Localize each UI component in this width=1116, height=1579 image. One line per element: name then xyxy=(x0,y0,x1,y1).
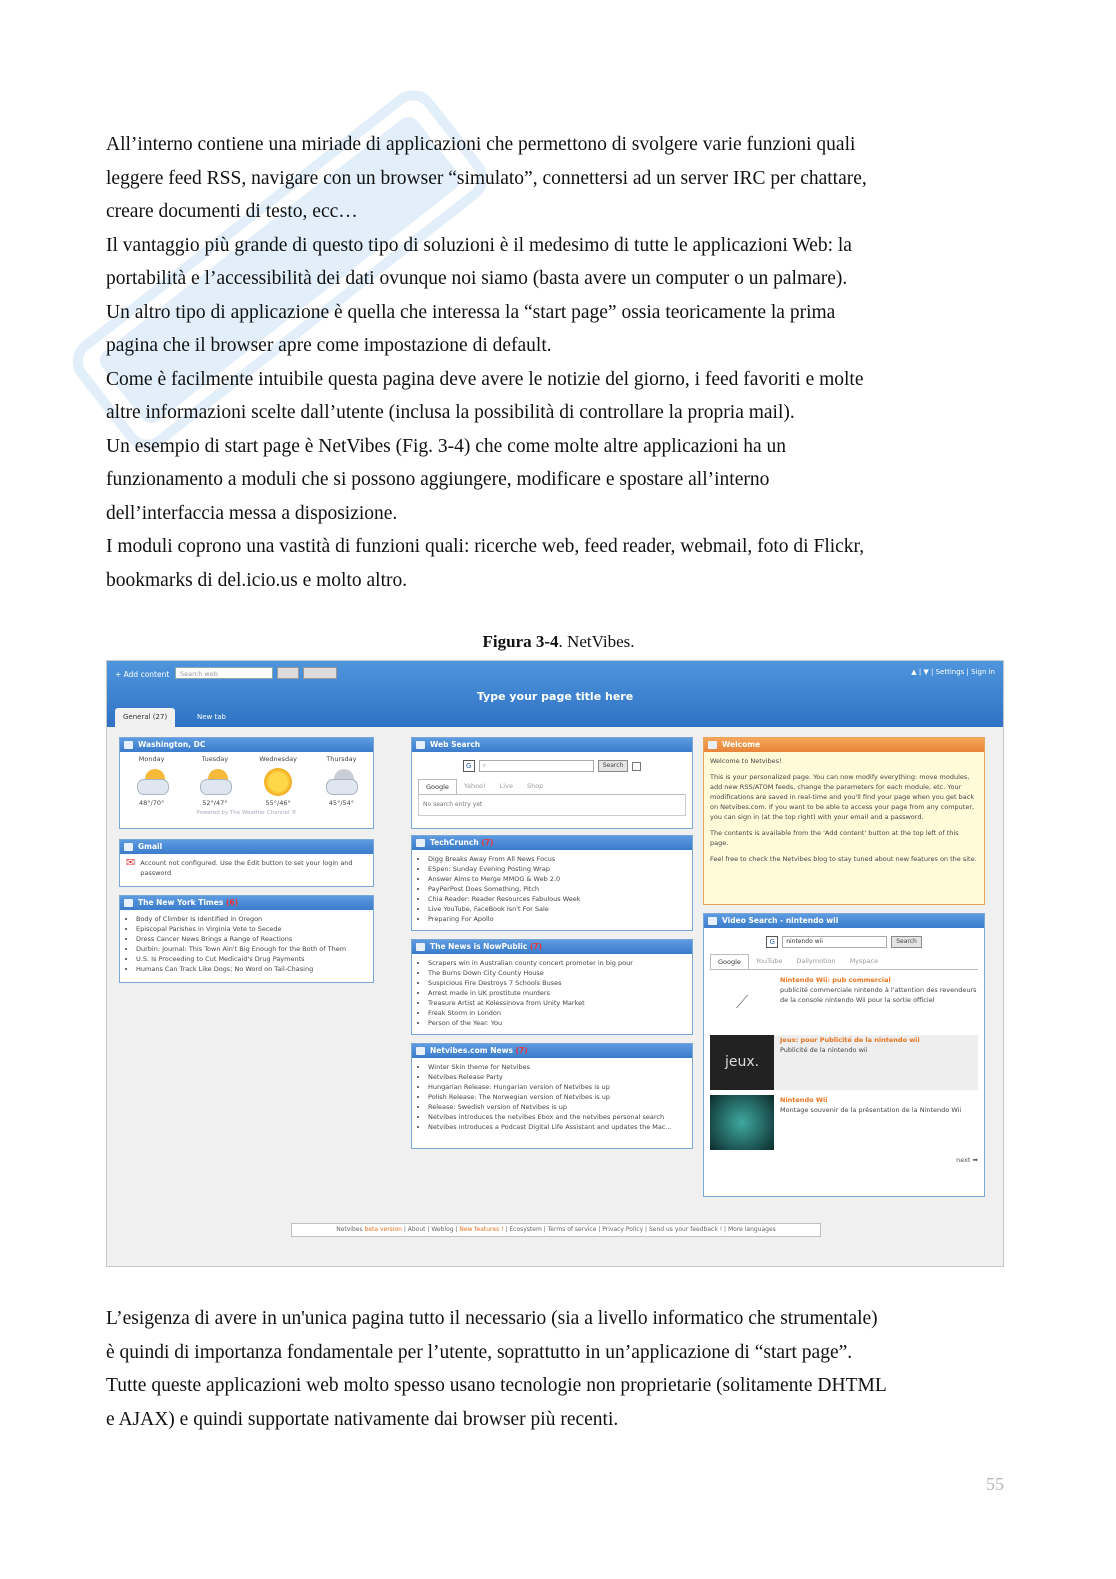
google-icon: G xyxy=(463,760,475,772)
top-right-links[interactable]: ▲ | ▼ | Settings | Sign in xyxy=(911,668,995,676)
tab-dailymotion[interactable]: Dailymotion xyxy=(796,957,836,965)
text-line: leggere feed RSS, navigare con un browser “simulato”, connettersi ad un server IRC per chattare, xyxy=(106,167,867,189)
feed-icon xyxy=(416,839,425,847)
video-result[interactable] xyxy=(710,1095,978,1150)
feed-icon xyxy=(416,1047,425,1055)
feed-icon xyxy=(124,899,133,907)
text-line: Il vantaggio più grande di questo tipo di soluzioni è il medesimo di tutte le applicazioni Web: la xyxy=(106,234,852,256)
body-text-top xyxy=(106,128,1011,597)
welcome-icon xyxy=(708,741,717,749)
text-line: altre informazioni scelte dall’utente (inclusa la possibilità di controllare la propria mail). xyxy=(106,402,795,423)
feed-item[interactable]: • Body of Climber Is Identified in Oregon xyxy=(136,914,367,924)
weather-day: Monday 48°/70° xyxy=(122,755,182,807)
feed-item[interactable]: • Preparing For Apollo xyxy=(428,914,686,924)
tab-general[interactable]: General (27) xyxy=(115,708,175,727)
techcrunch-module xyxy=(411,835,693,931)
gmail-message: Account not configured. Use the Edit button to set your login and password xyxy=(140,859,353,877)
video-result[interactable] xyxy=(710,1035,978,1090)
next-link[interactable]: next ➡ xyxy=(956,1156,978,1164)
nv-footer[interactable]: Netvibes beta version | About | Weblog | New features ! | Ecosystem | Terms of service | Privacy Policy | Send us your feedback ! | More languages xyxy=(291,1223,821,1237)
feed-item[interactable]: • Person of the Year: You xyxy=(428,1018,686,1028)
video-title[interactable]: Jeux: pour Publicité de la nintendo wii xyxy=(780,1036,920,1044)
partly-cloudy-icon xyxy=(324,769,358,795)
tab-new[interactable]: New tab xyxy=(197,713,226,721)
feed-item[interactable]: • Hungarian Release: Hungarian version of Netvibes is up xyxy=(428,1082,686,1092)
feed-item[interactable]: • Freak Storm in London xyxy=(428,1008,686,1018)
feed-item[interactable]: • Digg Breaks Away From All News Focus xyxy=(428,854,686,864)
tab-shop[interactable]: Shop xyxy=(526,782,544,790)
welcome-text: The contents is available from the 'Add content' button at the top left of this page. xyxy=(710,829,959,847)
weather-powered-by: Powered by The Weather Channel ® xyxy=(196,810,297,816)
feed-item[interactable]: • Durbin: Journal: This Town Ain't Big Enough for the Both of Them xyxy=(136,944,367,954)
weather-day: Tuesday 52°/47° xyxy=(185,755,245,807)
feed-item[interactable]: • Netvibes introduces the netvibes Ebox and the netvibes personal search xyxy=(428,1112,686,1122)
video-result[interactable] xyxy=(710,975,978,1030)
video-search-header[interactable]: Video Search - nintendo wii xyxy=(704,914,984,928)
websearch-checkbox[interactable] xyxy=(632,762,641,771)
video-search-button[interactable]: Search xyxy=(891,936,922,948)
body-text-bottom xyxy=(106,1302,1011,1436)
tab-yahoo[interactable]: Yahoo! xyxy=(463,782,486,790)
welcome-header[interactable]: Welcome xyxy=(704,738,984,752)
video-thumbnail[interactable] xyxy=(710,1095,774,1150)
tab-myspace[interactable]: Myspace xyxy=(849,957,879,965)
partly-cloudy-icon xyxy=(135,769,169,795)
feed-item[interactable]: • Treasure Artist at Kolessinova from Unity Market xyxy=(428,998,686,1008)
video-desc: publicité commerciale nintendo à l'attention des revendeurs de la console nintendo Wii pour la sortie officiel xyxy=(780,986,977,1004)
text-line: è quindi di importanza fondamentale per l’utente, soprattutto in un’applicazione di “start page”. xyxy=(106,1341,853,1363)
feed-item[interactable]: • Netvibes introduces a Podcast Digital Life Assistant and updates the Mac... xyxy=(428,1122,686,1132)
websearch-module xyxy=(411,737,693,829)
mail-icon: ✉ xyxy=(126,856,136,869)
video-title[interactable]: Nintendo Wii xyxy=(780,1096,828,1104)
netvibes-screenshot xyxy=(106,660,1004,1267)
video-desc: Publicité de la nintendo wii xyxy=(780,1046,868,1054)
text-line: bookmarks di del.icio.us e molto altro. xyxy=(106,569,408,591)
text-line: pagina che il browser apre come impostazione di default. xyxy=(106,335,552,356)
sun-icon xyxy=(264,768,292,796)
welcome-text: This is your personalized page. You can now modify everything: move modules, add new RSS/ATOM feeds, change the parameters for each module, etc. Your modifications are saved in real-time and you'll find your page when you get back on Netvibes.com. If you want to be able to access your page from any computer, you can sign in (at the top right) with your email and a password. xyxy=(710,773,975,821)
feed-item[interactable]: • Release: Swedish version of Netvibes is up xyxy=(428,1102,686,1112)
search-icon xyxy=(416,741,425,749)
websearch-results: No search entry yet xyxy=(418,795,686,816)
welcome-module xyxy=(703,737,985,905)
text-line: Tutte queste applicazioni web molto spesso usano tecnologie non proprietarie (solitamente DHTML xyxy=(106,1375,887,1396)
page-title[interactable]: Type your page title here xyxy=(476,690,634,703)
video-thumbnail[interactable]: jeux. xyxy=(710,1035,774,1090)
feed-item[interactable]: • Chia Reader: Reader Resources Fabulous Week xyxy=(428,894,686,904)
text-line: portabilità e l’accessibilità dei dati ovunque noi siamo (basta avere un computer o un palmare). xyxy=(106,268,848,289)
feed-item[interactable]: • Netvibes Release Party xyxy=(428,1072,686,1082)
newspublic-header[interactable]: The News is NowPublic (7) xyxy=(412,940,692,954)
caption-text: . NetVibes. xyxy=(558,632,635,651)
feed-item[interactable]: • Scrapers win in Australian county concert promoter in big pour xyxy=(428,958,686,968)
feed-item[interactable]: • PayPerPost Does Something, Pitch xyxy=(428,884,686,894)
feed-item[interactable]: • The Burns Down City County House xyxy=(428,968,686,978)
video-desc: Montage souvenir de la présentation de la Nintendo Wii xyxy=(780,1106,962,1114)
newspublic-module xyxy=(411,939,693,1035)
tab-google[interactable]: Google xyxy=(418,779,457,794)
weather-day: Thursday 45°/54° xyxy=(326,755,357,807)
text-line: Un altro tipo di applicazione è quella che interessa la “start page” ossia teoricamente la prima xyxy=(106,301,836,323)
search-button[interactable] xyxy=(277,667,299,679)
nv-header xyxy=(107,661,1003,727)
text-line: e AJAX) e quindi supportate nativamente dai browser più recenti. xyxy=(106,1408,619,1430)
text-line: Come è facilmente intuibile questa pagina deve avere le notizie del giorno, i feed favoriti e molte xyxy=(106,368,864,390)
welcome-text: Feel free to check the Netvibes blog to stay tuned about new features on the site. xyxy=(710,855,977,863)
text-line: funzionamento a moduli che si possono aggiungere, modificare e spostare all’interno xyxy=(106,469,770,490)
feed-item[interactable]: • U.S. Is Proceeding to Cut Medicaid's Drug Payments xyxy=(136,954,367,964)
partly-cloudy-icon xyxy=(198,769,232,795)
feed-item[interactable]: • Arrest made in UK prostitute murders xyxy=(428,988,686,998)
feed-item[interactable]: • Winter Skin theme for Netvibes xyxy=(428,1062,686,1072)
page-number: 55 xyxy=(986,1474,1004,1494)
video-title[interactable]: Nintendo Wii: pub commercial xyxy=(780,976,891,984)
search-options-button[interactable] xyxy=(303,667,337,679)
add-content-link[interactable]: + Add content xyxy=(115,670,170,679)
video-icon xyxy=(708,917,717,925)
text-line: dell’interfaccia messa a disposizione. xyxy=(106,502,398,524)
weather-module xyxy=(119,737,374,829)
feed-item[interactable]: • ESpen: Sunday Evening Posting Wrap xyxy=(428,864,686,874)
text-line: L’esigenza di avere in un'unica pagina tutto il necessario (sia a livello informatico che strumentale) xyxy=(106,1308,878,1329)
websearch-header[interactable]: Web Search xyxy=(412,738,692,752)
gmail-header[interactable]: Gmail xyxy=(120,840,373,854)
feed-item[interactable]: • Polish Release: The Norwegian version of Netvibes is up xyxy=(428,1092,686,1102)
tab-live[interactable]: Live xyxy=(499,782,513,790)
techcrunch-header[interactable]: TechCrunch (7) xyxy=(412,836,692,850)
websearch-button[interactable]: Search xyxy=(598,760,629,772)
feed-item[interactable]: • Suspicious Fire Destroys 7 Schools Buses xyxy=(428,978,686,988)
netvibesnews-module xyxy=(411,1043,693,1149)
tab-google[interactable]: Google xyxy=(710,954,749,969)
text-line: Un esempio di start page è NetVibes (Fig. 3-4) che come molte altre applicazioni ha un xyxy=(106,435,787,457)
caption-label: Figura 3-4 xyxy=(482,632,559,651)
weather-header[interactable]: Washington, DC xyxy=(120,738,373,752)
video-search-input[interactable]: nintendo wii xyxy=(782,936,887,948)
google-icon: G xyxy=(766,936,778,948)
search-input[interactable]: Search web xyxy=(175,667,273,679)
figure-caption xyxy=(106,632,1011,652)
text-line: All’interno contiene una miriade di applicazioni che permettono di svolgere varie funzioni quali xyxy=(106,134,856,155)
text-line: I moduli coprono una vastità di funzioni quali: ricerche web, feed reader, webmail, foto di Flickr, xyxy=(106,536,865,557)
feed-item[interactable]: • Answer Aims to Merge MMOG & Web 2.0 xyxy=(428,874,686,884)
weather-icon xyxy=(124,741,133,749)
feed-item[interactable]: • Episcopal Parishes in Virginia Vote to Secede xyxy=(136,924,367,934)
gmail-icon xyxy=(124,843,133,851)
nyt-header[interactable]: The New York Times (6) xyxy=(120,896,373,910)
netvibesnews-header[interactable]: Netvibes.com News (7) xyxy=(412,1044,692,1058)
gmail-module xyxy=(119,839,374,887)
feed-item[interactable]: • Humans Can Track Like Dogs; No Word on Tail-Chasing xyxy=(136,964,367,974)
video-search-module xyxy=(703,913,985,1197)
text-line: creare documenti di testo, ecc… xyxy=(106,201,358,222)
tab-youtube[interactable]: YouTube xyxy=(755,957,783,965)
video-thumbnail[interactable]: ⟋ xyxy=(710,975,774,1030)
nyt-module xyxy=(119,895,374,983)
weather-day: Wednesday 55°/46° xyxy=(259,755,297,807)
feed-item[interactable]: • Dress Cancer News Brings a Range of Reactions xyxy=(136,934,367,944)
welcome-greeting: Welcome to Netvibes! xyxy=(710,757,782,765)
feed-icon xyxy=(416,943,425,951)
feed-item[interactable]: • Live YouTube, FaceBook Isn't For Sale xyxy=(428,904,686,914)
websearch-input[interactable]: ⌕ xyxy=(479,760,594,772)
